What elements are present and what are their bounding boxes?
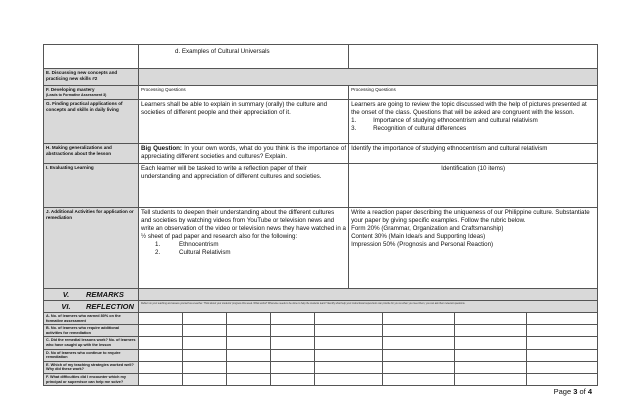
section-f-col1: Processing Questions [139,86,349,100]
section-j-col2-line: Form 20% (Grammar, Organization and Craftsmanship) [351,225,504,233]
section-f-col2: Processing Questions [349,86,598,100]
reflection-label-e: E. Which of my teaching strategies worked well? Why did these work? [44,361,139,373]
list-item: 1. Importance of studying ethnocentrism and cultural relativism [351,117,538,125]
section-g-row [44,100,598,144]
section-h-label: H. Making generalizations and abstractions about the lesson [44,144,139,164]
remarks-heading: V. REMARKS [44,289,139,301]
list-item: 1. Ethnocentrism [155,241,219,249]
reflection-row-a [44,313,598,325]
reflection-note: Reflect on your teaching and assess yourself as a teacher. Think about your students' progress this week. What works? What else needs to be done to help the students learn? Identify what help your instructional supervisors can provide for you so when you meet them, you can ask them relevant questions. [139,301,598,313]
section-e-row [44,69,598,86]
section-f-sublabel: (Leads to Formative Assessment 3) [46,92,107,97]
reflection-label-c: C. Did the remedial lessons work? No. of learners who have caught up with the lesson [44,337,139,349]
reflection-label-d: D. No of learners who continue to require remediation [44,349,139,361]
section-g-label: G. Finding practical applications of concepts and skills in daily living [44,100,139,144]
section-g-col2-intro: Learners are going to review the topic discussed with the help of pictures presented at the onset of the class. Questions that will be asked are congruent with the lesson. [351,101,587,117]
examples-item-d: d. Examples of Cultural Universals [175,48,270,55]
reflection-row-f [44,373,598,385]
reflection-row [44,301,598,313]
section-i-col2: Identification (10 items) [349,164,598,208]
reflection-label-a: A. No. of learners who earned 80% on the formative assessment [44,313,139,325]
examples-row [44,45,598,69]
list-item: 2. Cultural Relativism [155,249,231,257]
page-number: Page 3 of 4 [553,387,592,396]
list-item: 3. Recognition of cultural differences [351,125,467,133]
section-j-row [44,208,598,289]
reflection-row-d [44,349,598,361]
reflection-label-b: B. No. of learners who require additional activities for remediation [44,325,139,337]
section-i-row [44,164,598,208]
lesson-plan-table [43,44,598,386]
big-question-label: Big Question: [141,145,182,152]
section-h-col2: Identify the importance of studying ethnocentrism and cultural relativism [349,144,598,164]
reflection-label-f: F. What difficulties did I encounter which my principal or supervisor can help me solve? [44,373,139,385]
examples-label-cell [44,45,139,69]
section-i-col1: Each learner will be tasked to write a reflection paper of their understanding and appreciation of different cultures and societies. [139,164,349,208]
section-j-col2-line: Write a reaction paper describing the uniqueness of our Philippine culture. Substantiate your paper by giving specific examples. Follow the rubric below. [351,209,590,225]
section-f-label: F. Developing mastery [46,87,95,92]
section-e-label: E. Discussing new concepts and practicing new skills #2 [44,69,139,86]
section-f-row [44,86,598,100]
section-j-col2-line: Impression 50% (Prognosis and Personal Reaction) [351,241,494,249]
section-g-col2-list [351,117,595,133]
reflection-row-b [44,325,598,337]
reflection-row-c [44,337,598,349]
section-g-col1: Learners shall be able to explain in summary (orally) the culture and societies of different people and their appreciation of it. [139,100,349,144]
section-j-col2-line: Content 30% (Main Idea/s and Supporting Ideas) [351,233,486,241]
remarks-row [44,289,598,301]
section-i-label: I. Evaluating Learning [44,164,139,208]
section-j-col1: Tell students to deepen their understanding about the different cultures and societies by watching videos from YouTube or television news and write an observation of the video or television news they have watched in a ½ sheet of pad paper and research also for the following: [141,209,346,241]
section-h-col1: Big Question: In your own words, what do you think is the importance of appreciating different societies and cultures? Explain. [139,144,349,164]
reflection-heading: VI. REFLECTION [44,301,139,313]
section-j-col1-list [141,241,346,257]
section-j-label: J. Additional Activities for application or remediation [44,208,139,289]
reflection-row-e [44,361,598,373]
section-h-row [44,144,598,164]
